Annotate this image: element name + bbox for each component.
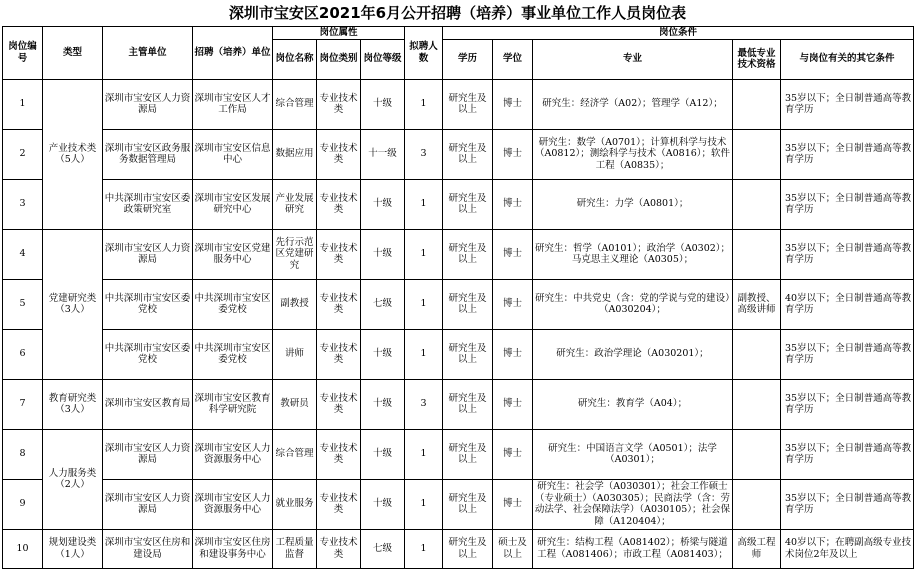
post-category-cell: 专业技术类 (317, 479, 361, 529)
major-cell: 研究生：政治学理论（A030201）； (533, 329, 733, 379)
other-cell: 35岁以下；全日制普通高等教育学历 (781, 479, 914, 529)
post-level-cell: 十级 (361, 179, 405, 229)
other-cell: 35岁以下；全日制普通高等教育学历 (781, 379, 914, 429)
code-cell: 1 (3, 79, 43, 129)
table-row (3, 429, 914, 479)
post-name-cell: 综合管理 (273, 429, 317, 479)
title-req-cell (733, 179, 781, 229)
unit-cell: 深圳市宝安区人力资源服务中心 (193, 429, 273, 479)
post-category-cell: 专业技术类 (317, 429, 361, 479)
unit-cell: 深圳市宝安区发展研究中心 (193, 179, 273, 229)
title-req-cell (733, 229, 781, 279)
degree-cell: 博士 (493, 429, 533, 479)
header-unit: 招聘（培养）单位 (193, 27, 273, 80)
header-degree: 学位 (493, 39, 533, 79)
education-cell: 研究生及以上 (443, 279, 493, 329)
education-cell: 研究生及以上 (443, 229, 493, 279)
degree-cell: 博士 (493, 379, 533, 429)
header-post-level: 岗位等级 (361, 39, 405, 79)
education-cell: 研究生及以上 (443, 79, 493, 129)
degree-cell: 博士 (493, 79, 533, 129)
post-level-cell: 七级 (361, 279, 405, 329)
code-cell: 8 (3, 429, 43, 479)
header-other: 与岗位有关的其它条件 (781, 39, 914, 79)
post-level-cell: 十级 (361, 329, 405, 379)
header-title-req: 最低专业技术资格 (733, 39, 781, 79)
document-title: 深圳市宝安区2021年6月公开招聘（培养）事业单位工作人员岗位表 (228, 4, 687, 22)
education-cell: 研究生及以上 (443, 429, 493, 479)
unit-cell: 中共深圳市宝安区委党校 (193, 279, 273, 329)
table-row (3, 329, 914, 379)
count-cell: 1 (405, 329, 443, 379)
post-name-cell: 数据应用 (273, 129, 317, 179)
unit-cell: 深圳市宝安区信息中心 (193, 129, 273, 179)
post-name-cell: 产业发展研究 (273, 179, 317, 229)
major-cell: 研究生：中国语言文学（A0501）；法学（A0301）； (533, 429, 733, 479)
degree-cell: 博士 (493, 279, 533, 329)
type-cell: 规划建设类（1人） (43, 529, 103, 568)
post-level-cell: 十级 (361, 379, 405, 429)
education-cell: 研究生及以上 (443, 529, 493, 568)
degree-cell: 博士 (493, 329, 533, 379)
type-cell: 产业技术类（5人） (43, 79, 103, 229)
unit-cell: 深圳市宝安区教育科学研究院 (193, 379, 273, 429)
major-cell: 研究生：中共党史（含：党的学说与党的建设）（A030204）； (533, 279, 733, 329)
type-cell: 人力服务类（2人） (43, 429, 103, 529)
count-cell: 1 (405, 429, 443, 479)
other-cell: 40岁以下；全日制普通高等教育学历 (781, 279, 914, 329)
post-category-cell: 专业技术类 (317, 529, 361, 568)
other-cell: 35岁以下；全日制普通高等教育学历 (781, 129, 914, 179)
other-cell: 35岁以下；全日制普通高等教育学历 (781, 229, 914, 279)
post-category-cell: 专业技术类 (317, 229, 361, 279)
major-cell: 研究生：力学（A0801）； (533, 179, 733, 229)
post-name-cell: 副教授 (273, 279, 317, 329)
authority-cell: 深圳市宝安区住房和建设局 (103, 529, 193, 568)
education-cell: 研究生及以上 (443, 379, 493, 429)
authority-cell: 深圳市宝安区人力资源局 (103, 229, 193, 279)
count-cell: 3 (405, 379, 443, 429)
table-row (3, 529, 914, 568)
post-name-cell: 综合管理 (273, 79, 317, 129)
code-cell: 5 (3, 279, 43, 329)
education-cell: 研究生及以上 (443, 129, 493, 179)
unit-cell: 深圳市宝安区党建服务中心 (193, 229, 273, 279)
count-cell: 1 (405, 229, 443, 279)
unit-cell: 中共深圳市宝安区委党校 (193, 329, 273, 379)
job-position-table (2, 26, 914, 569)
title-req-cell: 副教授、高级讲师 (733, 279, 781, 329)
degree-cell: 硕士及以上 (493, 529, 533, 568)
count-cell: 1 (405, 529, 443, 568)
post-category-cell: 专业技术类 (317, 379, 361, 429)
authority-cell: 深圳市宝安区人力资源局 (103, 479, 193, 529)
post-name-cell: 讲师 (273, 329, 317, 379)
post-level-cell: 十一级 (361, 129, 405, 179)
degree-cell: 博士 (493, 229, 533, 279)
post-category-cell: 专业技术类 (317, 279, 361, 329)
post-category-cell: 专业技术类 (317, 129, 361, 179)
other-cell: 35岁以下；全日制普通高等教育学历 (781, 329, 914, 379)
header-row-1 (3, 27, 914, 40)
title-req-cell (733, 429, 781, 479)
table-row (3, 279, 914, 329)
title-req-cell (733, 379, 781, 429)
code-cell: 7 (3, 379, 43, 429)
authority-cell: 深圳市宝安区人力资源局 (103, 79, 193, 129)
major-cell: 研究生：哲学（A0101）；政治学（A0302）；马克思主义理论（A0305）； (533, 229, 733, 279)
other-cell: 35岁以下；全日制普通高等教育学历 (781, 429, 914, 479)
header-post-category: 岗位类别 (317, 39, 361, 79)
unit-cell: 深圳市宝安区住房和建设事务中心 (193, 529, 273, 568)
count-cell: 1 (405, 279, 443, 329)
degree-cell: 博士 (493, 129, 533, 179)
degree-cell: 博士 (493, 179, 533, 229)
major-cell: 研究生：社会学（A030301）；社会工作硕士（专业硕士）（A030305）；民商法学（含：劳动法学、社会保障法学）（A030105）；社会保障（A120404）； (533, 479, 733, 529)
post-level-cell: 七级 (361, 529, 405, 568)
title-req-cell (733, 129, 781, 179)
other-cell: 40岁以下；在聘副高级专业技术岗位2年及以上 (781, 529, 914, 568)
post-name-cell: 先行示范区党建研究 (273, 229, 317, 279)
count-cell: 1 (405, 479, 443, 529)
count-cell: 1 (405, 79, 443, 129)
header-post-name: 岗位名称 (273, 39, 317, 79)
code-cell: 2 (3, 129, 43, 179)
education-cell: 研究生及以上 (443, 179, 493, 229)
count-cell: 3 (405, 129, 443, 179)
authority-cell: 深圳市宝安区教育局 (103, 379, 193, 429)
post-name-cell: 就业服务 (273, 479, 317, 529)
title-req-cell (733, 79, 781, 129)
header-attr-group: 岗位属性 (273, 27, 405, 40)
post-name-cell: 教研员 (273, 379, 317, 429)
header-authority: 主管单位 (103, 27, 193, 80)
post-level-cell: 十级 (361, 79, 405, 129)
type-cell: 党建研究类（3人） (43, 229, 103, 379)
table-row (3, 179, 914, 229)
count-cell: 1 (405, 179, 443, 229)
code-cell: 3 (3, 179, 43, 229)
authority-cell: 中共深圳市宝安区委党校 (103, 329, 193, 379)
header-cond-group: 岗位条件 (443, 27, 914, 40)
authority-cell: 深圳市宝安区政务服务数据管理局 (103, 129, 193, 179)
title-req-cell (733, 329, 781, 379)
other-cell: 35岁以下；全日制普通高等教育学历 (781, 79, 914, 129)
authority-cell: 中共深圳市宝安区委政策研究室 (103, 179, 193, 229)
code-cell: 6 (3, 329, 43, 379)
code-cell: 9 (3, 479, 43, 529)
post-category-cell: 专业技术类 (317, 179, 361, 229)
header-type: 类型 (43, 27, 103, 80)
code-cell: 4 (3, 229, 43, 279)
table-row (3, 379, 914, 429)
major-cell: 研究生：结构工程（A081402）；桥梁与隧道工程（A081406）；市政工程（A081403）； (533, 529, 733, 568)
type-cell: 教育研究类（3人） (43, 379, 103, 429)
post-category-cell: 专业技术类 (317, 79, 361, 129)
title-req-cell: 高级工程师 (733, 529, 781, 568)
header-education: 学历 (443, 39, 493, 79)
header-code: 岗位编号 (3, 27, 43, 80)
code-cell: 10 (3, 529, 43, 568)
header-major: 专业 (533, 39, 733, 79)
major-cell: 研究生：经济学（A02）；管理学（A12）； (533, 79, 733, 129)
table-row (3, 129, 914, 179)
title-req-cell (733, 479, 781, 529)
table-row (3, 79, 914, 129)
post-level-cell: 十级 (361, 429, 405, 479)
post-name-cell: 工程质量监督 (273, 529, 317, 568)
unit-cell: 深圳市宝安区人力资源服务中心 (193, 479, 273, 529)
education-cell: 研究生及以上 (443, 479, 493, 529)
other-cell: 35岁以下；全日制普通高等教育学历 (781, 179, 914, 229)
major-cell: 研究生：教育学（A04）； (533, 379, 733, 429)
post-level-cell: 十级 (361, 229, 405, 279)
post-category-cell: 专业技术类 (317, 329, 361, 379)
table-row (3, 229, 914, 279)
major-cell: 研究生：数学（A0701）；计算机科学与技术（A0812）；测绘科学与技术（A0816）；软件工程（A0835）； (533, 129, 733, 179)
authority-cell: 中共深圳市宝安区委党校 (103, 279, 193, 329)
education-cell: 研究生及以上 (443, 329, 493, 379)
header-count: 拟聘人数 (405, 27, 443, 80)
authority-cell: 深圳市宝安区人力资源局 (103, 429, 193, 479)
unit-cell: 深圳市宝安区人才工作局 (193, 79, 273, 129)
table-row (3, 479, 914, 529)
degree-cell: 博士 (493, 479, 533, 529)
post-level-cell: 十级 (361, 479, 405, 529)
